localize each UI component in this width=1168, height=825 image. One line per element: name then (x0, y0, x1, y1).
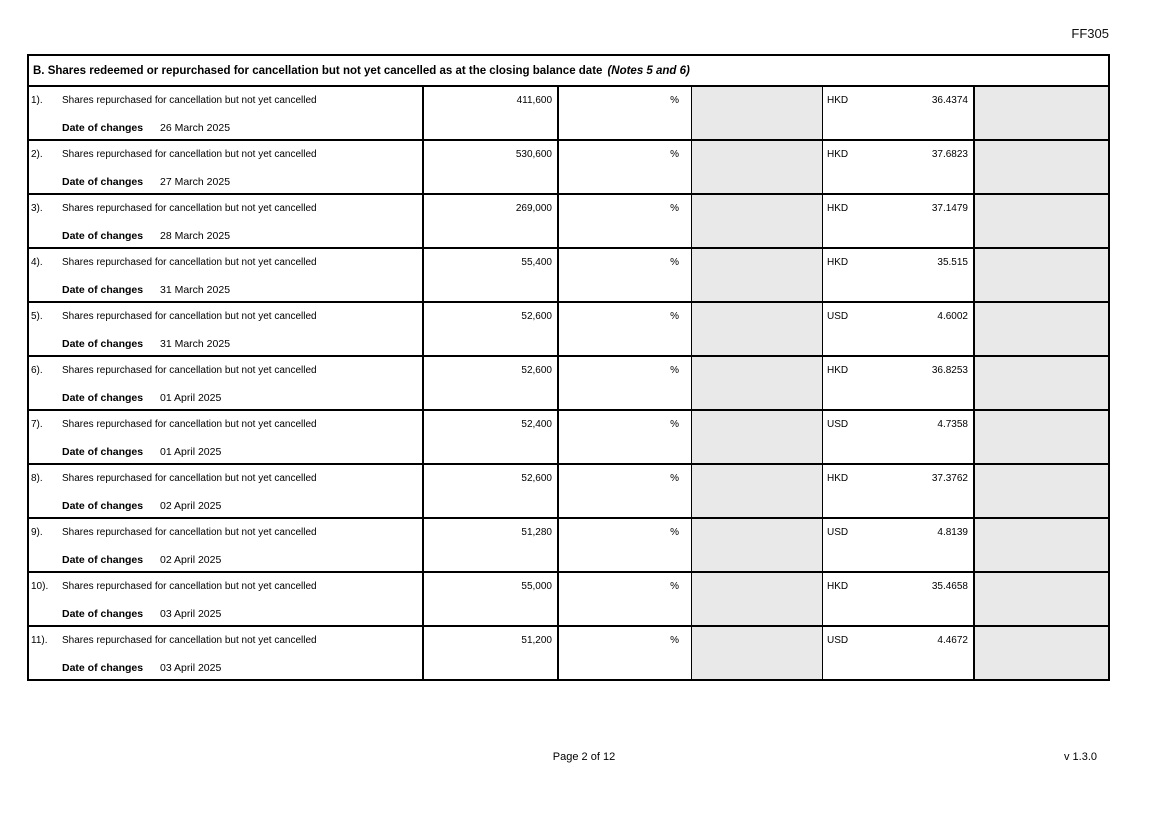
description-cell (29, 627, 422, 679)
percent-symbol: % (670, 635, 679, 646)
shaded-cell-right (973, 249, 1108, 301)
date-of-changes-value: 28 March 2025 (160, 230, 231, 242)
shaded-cell-left (691, 465, 822, 517)
shares-repurchase-table (27, 54, 1110, 681)
percent-cell (557, 411, 691, 463)
table-row (29, 627, 1108, 679)
description-cell (29, 411, 422, 463)
currency-price-cell (822, 249, 973, 301)
row-number: 7). (31, 419, 43, 430)
currency-code: HKD (827, 581, 849, 592)
shaded-cell-left (691, 87, 822, 139)
row-number: 4). (31, 257, 43, 268)
table-row (29, 303, 1108, 357)
table-row (29, 573, 1108, 627)
percent-cell (557, 303, 691, 355)
currency-price-cell (822, 87, 973, 139)
shares-count-cell (422, 357, 557, 409)
currency-code: HKD (827, 365, 849, 376)
date-of-changes-label: Date of changes (62, 122, 144, 134)
price-value: 37.1479 (931, 203, 968, 214)
table-section-header (29, 56, 1108, 87)
shares-count: 530,600 (515, 149, 552, 160)
price-value: 4.4672 (937, 635, 968, 646)
price-value: 37.6823 (931, 149, 968, 160)
percent-cell (557, 627, 691, 679)
shaded-cell-left (691, 195, 822, 247)
row-number: 9). (31, 527, 43, 538)
currency-code: HKD (827, 257, 849, 268)
currency-price-cell (822, 627, 973, 679)
shares-count: 52,400 (521, 419, 552, 430)
percent-symbol: % (670, 419, 679, 430)
date-of-changes-value: 01 April 2025 (160, 446, 222, 458)
date-of-changes-label: Date of changes (62, 500, 144, 512)
shares-count-cell (422, 627, 557, 679)
currency-code: HKD (827, 473, 849, 484)
currency-code: HKD (827, 149, 849, 160)
row-number: 8). (31, 473, 43, 484)
date-of-changes-value: 01 April 2025 (160, 392, 222, 404)
currency-price-cell (822, 303, 973, 355)
date-of-changes-label: Date of changes (62, 176, 144, 188)
shaded-cell-left (691, 141, 822, 193)
description-cell (29, 573, 422, 625)
shaded-cell-right (973, 573, 1108, 625)
shaded-cell-left (691, 357, 822, 409)
row-number: 6). (31, 365, 43, 376)
currency-code: HKD (827, 203, 849, 214)
percent-symbol: % (670, 365, 679, 376)
shaded-cell-right (973, 303, 1108, 355)
row-description: Shares repurchased for cancellation but not yet cancelled (62, 149, 317, 160)
row-number: 5). (31, 311, 43, 322)
row-number: 11). (31, 635, 48, 646)
shaded-cell-right (973, 357, 1108, 409)
shaded-cell-right (973, 87, 1108, 139)
row-description: Shares repurchased for cancellation but not yet cancelled (62, 419, 317, 430)
table-row (29, 519, 1108, 573)
description-cell (29, 195, 422, 247)
shares-count-cell (422, 195, 557, 247)
shares-count: 51,280 (521, 527, 552, 538)
page-indicator: Page 2 of 12 (552, 751, 616, 763)
version-label: v 1.3.0 (1063, 751, 1097, 763)
row-number: 10). (31, 581, 49, 592)
row-description: Shares repurchased for cancellation but not yet cancelled (62, 95, 317, 106)
shaded-cell-left (691, 249, 822, 301)
price-value: 35.4658 (931, 581, 968, 592)
shares-count-cell (422, 411, 557, 463)
percent-symbol: % (670, 311, 679, 322)
description-cell (29, 87, 422, 139)
price-value: 36.4374 (931, 95, 968, 106)
currency-code: USD (827, 635, 849, 646)
date-of-changes-label: Date of changes (62, 608, 144, 620)
price-value: 35.515 (937, 257, 968, 268)
currency-price-cell (822, 519, 973, 571)
percent-cell (557, 141, 691, 193)
shaded-cell-left (691, 627, 822, 679)
table-row (29, 465, 1108, 519)
price-value: 37.3762 (931, 473, 968, 484)
date-of-changes-label: Date of changes (62, 284, 144, 296)
shaded-cell-left (691, 303, 822, 355)
date-of-changes-value: 27 March 2025 (160, 176, 231, 188)
currency-code: HKD (827, 95, 849, 106)
currency-code: USD (827, 419, 849, 430)
row-description: Shares repurchased for cancellation but not yet cancelled (62, 527, 317, 538)
row-description: Shares repurchased for cancellation but not yet cancelled (62, 365, 317, 376)
shares-count-cell (422, 519, 557, 571)
shares-count-cell (422, 249, 557, 301)
description-cell (29, 303, 422, 355)
shares-count: 52,600 (521, 365, 552, 376)
currency-price-cell (822, 573, 973, 625)
section-title: B. Shares redeemed or repurchased for cancellation but not yet cancelled as at the closing balance date (33, 64, 603, 77)
shaded-cell-right (973, 411, 1108, 463)
date-of-changes-label: Date of changes (62, 554, 144, 566)
date-of-changes-label: Date of changes (62, 230, 144, 242)
currency-code: USD (827, 311, 849, 322)
shares-count: 269,000 (515, 203, 552, 214)
currency-price-cell (822, 465, 973, 517)
currency-price-cell (822, 411, 973, 463)
table-row (29, 195, 1108, 249)
percent-symbol: % (670, 203, 679, 214)
percent-cell (557, 465, 691, 517)
shares-count-cell (422, 87, 557, 139)
percent-cell (557, 573, 691, 625)
date-of-changes-label: Date of changes (62, 338, 144, 350)
description-cell (29, 249, 422, 301)
percent-symbol: % (670, 527, 679, 538)
date-of-changes-value: 02 April 2025 (160, 500, 222, 512)
currency-price-cell (822, 357, 973, 409)
shaded-cell-left (691, 519, 822, 571)
shaded-cell-right (973, 195, 1108, 247)
table-row (29, 411, 1108, 465)
currency-code: USD (827, 527, 849, 538)
percent-cell (557, 249, 691, 301)
date-of-changes-value: 03 April 2025 (160, 608, 222, 620)
percent-symbol: % (670, 95, 679, 106)
table-row (29, 249, 1108, 303)
date-of-changes-value: 31 March 2025 (160, 284, 231, 296)
shares-count-cell (422, 141, 557, 193)
row-description: Shares repurchased for cancellation but not yet cancelled (62, 581, 317, 592)
price-value: 4.8139 (937, 527, 968, 538)
shaded-cell-left (691, 573, 822, 625)
shaded-cell-left (691, 411, 822, 463)
shares-count-cell (422, 465, 557, 517)
section-title-notes: (Notes 5 and 6) (607, 64, 690, 77)
description-cell (29, 141, 422, 193)
shaded-cell-right (973, 141, 1108, 193)
shares-count: 52,600 (521, 311, 552, 322)
description-cell (29, 465, 422, 517)
form-code-label: FF305 (1071, 26, 1109, 41)
row-description: Shares repurchased for cancellation but not yet cancelled (62, 311, 317, 322)
price-value: 4.6002 (937, 311, 968, 322)
price-value: 36.8253 (931, 365, 968, 376)
date-of-changes-label: Date of changes (62, 662, 144, 674)
percent-cell (557, 357, 691, 409)
row-number: 3). (31, 203, 43, 214)
date-of-changes-label: Date of changes (62, 392, 144, 404)
currency-price-cell (822, 195, 973, 247)
table-body (29, 87, 1108, 679)
percent-symbol: % (670, 581, 679, 592)
shaded-cell-right (973, 465, 1108, 517)
date-of-changes-label: Date of changes (62, 446, 144, 458)
date-of-changes-value: 26 March 2025 (160, 122, 231, 134)
shares-count: 51,200 (521, 635, 552, 646)
row-description: Shares repurchased for cancellation but not yet cancelled (62, 473, 317, 484)
price-value: 4.7358 (937, 419, 968, 430)
table-row (29, 141, 1108, 195)
table-row (29, 357, 1108, 411)
row-description: Shares repurchased for cancellation but not yet cancelled (62, 635, 317, 646)
row-number: 1). (31, 95, 43, 106)
shares-count: 55,400 (521, 257, 552, 268)
row-description: Shares repurchased for cancellation but not yet cancelled (62, 257, 317, 268)
shares-count: 52,600 (521, 473, 552, 484)
description-cell (29, 519, 422, 571)
percent-cell (557, 519, 691, 571)
percent-symbol: % (670, 149, 679, 160)
percent-symbol: % (670, 473, 679, 484)
currency-price-cell (822, 141, 973, 193)
shaded-cell-right (973, 627, 1108, 679)
date-of-changes-value: 31 March 2025 (160, 338, 231, 350)
shares-count: 55,000 (521, 581, 552, 592)
description-cell (29, 357, 422, 409)
table-row (29, 87, 1108, 141)
shares-count: 411,600 (516, 95, 552, 106)
percent-cell (557, 87, 691, 139)
percent-symbol: % (670, 257, 679, 268)
shares-count-cell (422, 303, 557, 355)
row-number: 2). (31, 149, 43, 160)
date-of-changes-value: 02 April 2025 (160, 554, 222, 566)
shares-count-cell (422, 573, 557, 625)
percent-cell (557, 195, 691, 247)
shaded-cell-right (973, 519, 1108, 571)
row-description: Shares repurchased for cancellation but not yet cancelled (62, 203, 317, 214)
date-of-changes-value: 03 April 2025 (160, 662, 222, 674)
